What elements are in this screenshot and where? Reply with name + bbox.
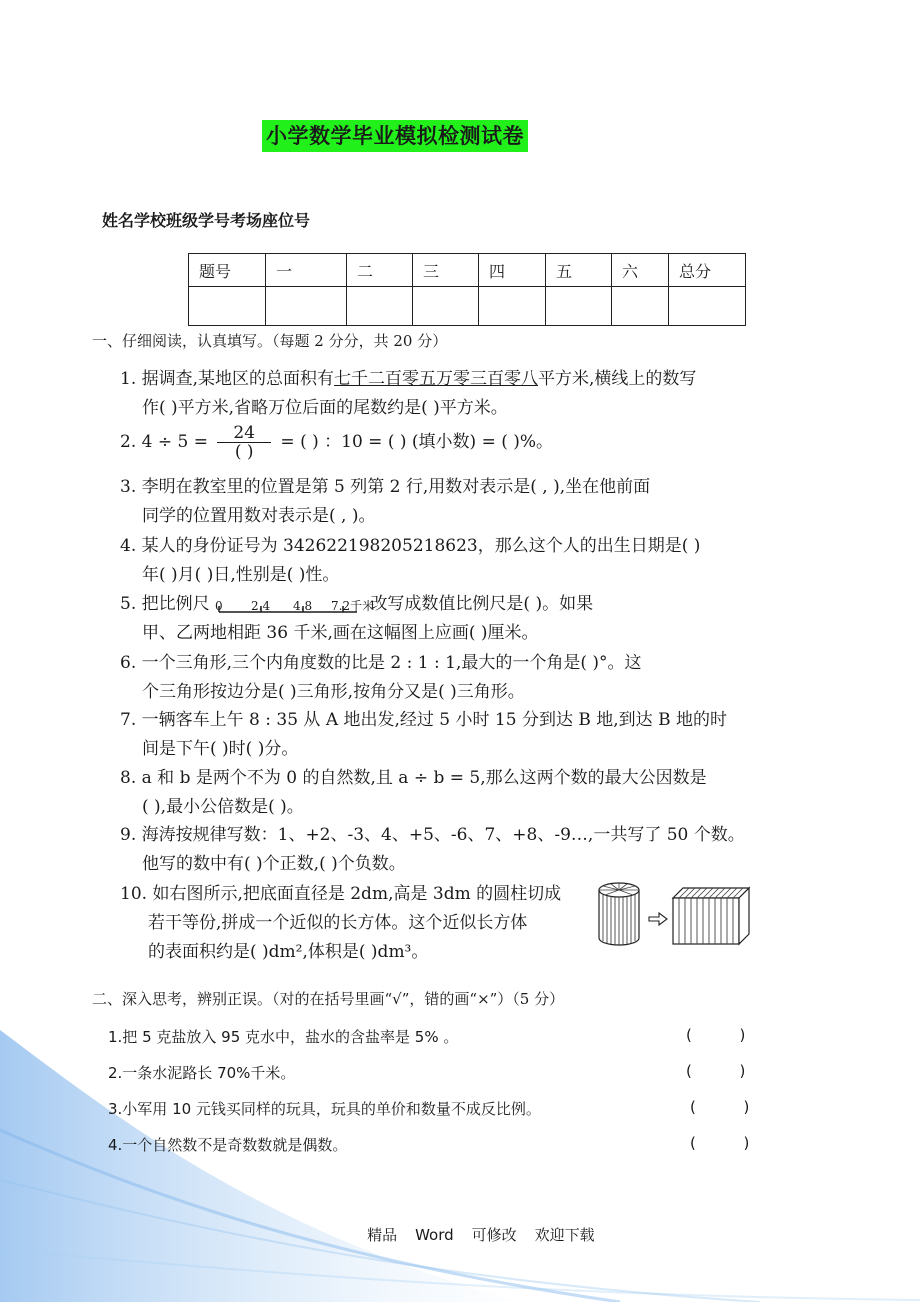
score-header-cell: 三 bbox=[413, 254, 479, 287]
footer-text: Word bbox=[415, 1226, 454, 1244]
page-title: 小学数学毕业模拟检测试卷 bbox=[262, 120, 528, 152]
score-header-cell: 二 bbox=[347, 254, 413, 287]
section-2-heading: 二、深入思考，辨别正误。（对的在括号里画“√”，错的画“×”）（5 分） bbox=[92, 990, 565, 1008]
score-table bbox=[188, 253, 746, 326]
scale-tick-label: 2.4 bbox=[251, 598, 271, 613]
score-header-cell: 题号 bbox=[189, 254, 266, 287]
cylinder-icon bbox=[599, 883, 639, 945]
question-10: 10. 如右图所示,把底面直径是 2dm,高是 3dm 的圆柱切成 若干等份,拼成一个近似的长方体。这个近似长方体 的表面积约是( )dm²,体积是( )dm³。 bbox=[120, 884, 562, 962]
score-cell[interactable] bbox=[669, 287, 746, 326]
underlined-number-words: 七千二百零五万零三百零八 bbox=[334, 369, 539, 389]
question-6: 6. 一个三角形,三个内角度数的比是 2 : 1 : 1,最大的一个角是( )°。这 个三角形按边分是( )三角形,按角分又是( )三角形。 bbox=[120, 653, 642, 702]
arrow-right-icon bbox=[649, 913, 667, 925]
score-table-header-row bbox=[189, 254, 746, 287]
question-7: 7. 一辆客车上午 8 : 35 从 A 地出发,经过 5 小时 15 分到达 B 地,到达 B 地的时 间是下午( )时( )分。 bbox=[120, 710, 727, 759]
footer bbox=[348, 1206, 613, 1263]
answer-bracket[interactable]: ( ) bbox=[690, 1098, 750, 1116]
footer-text: 欢迎下载 bbox=[534, 1226, 595, 1244]
score-cell[interactable] bbox=[479, 287, 546, 326]
score-header-cell: 一 bbox=[266, 254, 347, 287]
score-header-cell: 总分 bbox=[669, 254, 746, 287]
cylinder-to-cuboid-figure bbox=[593, 880, 753, 950]
scale-tick-label: 0 bbox=[215, 598, 223, 613]
answer-bracket[interactable]: ( ) bbox=[690, 1134, 750, 1152]
question-3: 3. 李明在教室里的位置是第 5 列第 2 行,用数对表示是( , ),坐在他前面 同学的位置用数对表示是( , )。 bbox=[120, 477, 651, 526]
question-2: 2. 4 ÷ 5 = $\frac{24}{( )}$ = ( ) ：10 = ( ) (填小数) = ( )%。 bbox=[120, 423, 554, 462]
footer-text: 可修改 bbox=[471, 1226, 517, 1244]
question-8: 8. a 和 b 是两个不为 0 的自然数,且 a ÷ b = 5,那么这两个数的最大公因数是 ( ),最小公倍数是( )。 bbox=[120, 768, 707, 817]
score-header-cell: 六 bbox=[612, 254, 669, 287]
judgement-item-4: 4.一个自然数不是奇数数就是偶数。 bbox=[108, 1136, 348, 1154]
judgement-item-2: 2.一条水泥路长 70%千米。 bbox=[108, 1064, 296, 1082]
score-cell[interactable] bbox=[612, 287, 669, 326]
score-header-cell: 五 bbox=[546, 254, 612, 287]
answer-bracket[interactable]: ( ) bbox=[686, 1062, 746, 1080]
score-cell[interactable] bbox=[546, 287, 612, 326]
score-cell[interactable] bbox=[413, 287, 479, 326]
question-5: 5. 把比例尺 0 2.4 4.8 7.2千米 改写成数值比例尺是( )。如果 甲、乙两地相距 36 千米,画在这幅图上应画( )厘米。 bbox=[120, 590, 593, 648]
score-cell[interactable] bbox=[266, 287, 347, 326]
fraction: $\frac{24}{( )}$ bbox=[217, 424, 271, 461]
score-table-score-row bbox=[189, 287, 746, 326]
scale-tick-label: 4.8 bbox=[293, 598, 313, 613]
section-1-heading: 一、仔细阅读，认真填写。（每题 2 分分，共 20 分） bbox=[92, 332, 448, 350]
question-1: 1. 据调查,某地区的总面积有七千二百零五万零三百零八平方米,横线上的数写 作( )平方米,省略万位后面的尾数约是( )平方米。 bbox=[120, 369, 697, 418]
score-cell[interactable] bbox=[347, 287, 413, 326]
judgement-item-3: 3.小军用 10 元钱买同样的玩具，玩具的单价和数量不成反比例。 bbox=[108, 1100, 541, 1118]
question-9: 9. 海涛按规律写数：1、+2、-3、4、+5、-6、7、+8、-9…,一共写了 50 个数。 他写的数中有( )个正数,( )个负数。 bbox=[120, 825, 745, 874]
footer-text: 精品 bbox=[367, 1226, 398, 1244]
judgement-item-1: 1.把 5 克盐放入 95 克水中，盐水的含盐率是 5% 。 bbox=[108, 1028, 459, 1046]
question-4: 4. 某人的身份证号为 342622198205218623，那么这个人的出生日期是( ) 年( )月( )日,性别是( )性。 bbox=[120, 536, 701, 585]
scale-tick-label: 7.2千米 bbox=[331, 598, 375, 613]
answer-bracket[interactable]: ( ) bbox=[686, 1026, 746, 1044]
score-cell[interactable] bbox=[189, 287, 266, 326]
student-info-line: 姓名学校班级学号考场座位号 bbox=[102, 211, 311, 230]
cuboid-icon bbox=[673, 888, 749, 944]
score-header-cell: 四 bbox=[479, 254, 546, 287]
line-scale-diagram bbox=[215, 594, 375, 616]
